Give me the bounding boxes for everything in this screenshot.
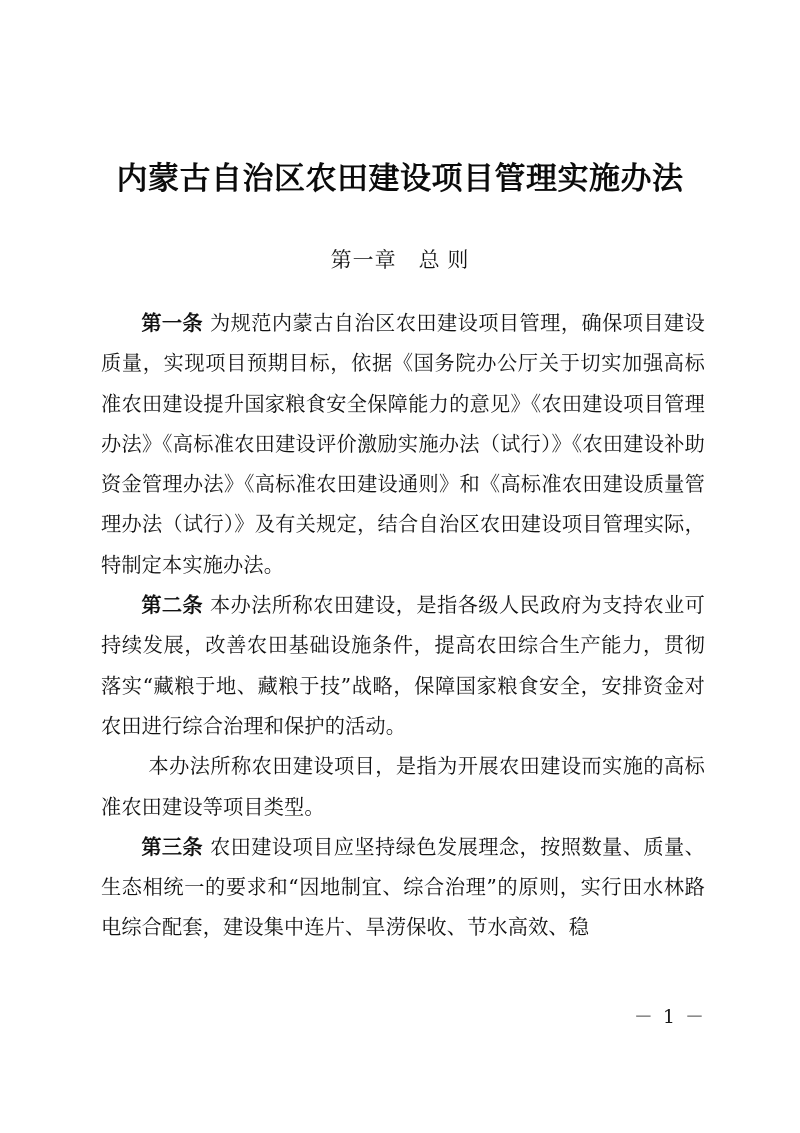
document-body bbox=[101, 303, 705, 948]
page-title: 内蒙古自治区农田建设项目管理实施办法 bbox=[116, 160, 684, 197]
article-marker-2: 第二条 bbox=[141, 593, 203, 618]
article-paragraph-1 bbox=[101, 303, 705, 585]
article-paragraph-4 bbox=[101, 827, 705, 948]
article-paragraph-2 bbox=[101, 585, 705, 746]
chapter-heading: 第一章 总 则 bbox=[330, 249, 470, 273]
article-marker-1: 第一条 bbox=[141, 311, 203, 335]
article-text-1: 为规范内蒙古自治区农田建设项目管理，确保项目建设质量，实现项目预期目标，依据《国务院办公厅关于切实加强高标准农田建设提升国家粮食安全保障能力的意见》《农田建设项目管理办法》《高标准农田建设评价激励实施办法（试行）》《农田建设补助资金管理办法》《高标准农田建设通则》和《高标准农田建设质量管理办法（试行）》及有关规定，结合自治区农田建设项目管理实际，特制定本实施办法。 bbox=[101, 311, 705, 577]
page-number-footer: － 1 － bbox=[633, 1006, 706, 1028]
article-marker-4: 第三条 bbox=[141, 834, 203, 859]
article-text-2: 本办法所称农田建设，是指各级人民政府为支持农业可持续发展，改善农田基础设施条件，提高农田综合生产能力，贯彻落实“藏粮于地、藏粮于技”战略，保障国家粮食安全，安排资金对农田进行综合治理和保护的活动。 bbox=[101, 593, 705, 738]
article-paragraph-3 bbox=[101, 746, 705, 827]
article-text-3: 本办法所称农田建设项目，是指为开展农田建设而实施的高标准农田建设等项目类型。 bbox=[101, 754, 705, 819]
article-text-4: 农田建设项目应坚持绿色发展理念，按照数量、质量、生态相统一的要求和“因地制宜、综合治理”的原则，实行田水林路电综合配套，建设集中连片、旱涝保收、节水高效、稳 bbox=[101, 834, 705, 940]
